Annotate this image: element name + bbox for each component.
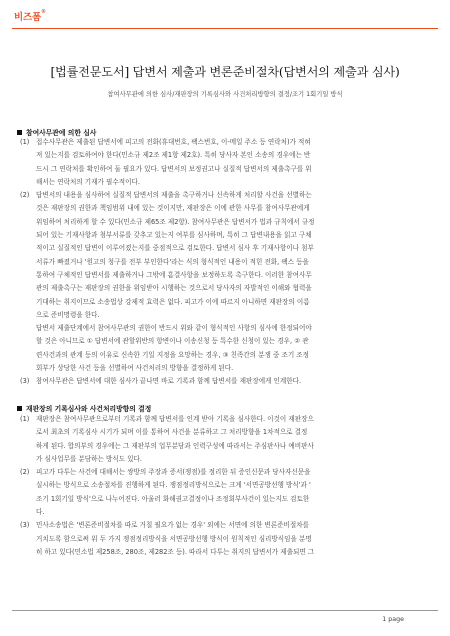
text-line — [20, 163, 418, 176]
line-text: 민사소송법은 '변론준비절차를 따로 거칠 필요가 없는 경우' 외에는 서면에 의한 변론준비절차를 — [36, 521, 309, 530]
line-text: 위임하여 처리하게 할 수 있다(민소규 제65조 제2항). 참여사무관은 답변서가 법과 규칙에서 규정 — [36, 217, 315, 226]
line-text: 참여사무관은 답변서에 대한 심사가 끝나면 바로 기록과 함께 답변서를 재판장에게 인계한다. — [36, 377, 302, 386]
text-line — [20, 375, 418, 388]
text-line — [20, 519, 418, 532]
text-line — [20, 309, 418, 322]
square-bullet-icon — [17, 406, 22, 411]
line-text: 가 심사업무를 분담하는 방식도 있다. — [36, 454, 143, 463]
line-text: 적이고 실질적인 답변이 이루어졌는지를 중점적으로 검토한다. 답변서 심사 후 기재사항이나 첨부 — [36, 244, 314, 253]
line-text: 되어 있는 기재사항과 첨부서류를 갖추고 있는지 여부를 심사하며, 특히 그 답변내용을 읽고 구체 — [36, 231, 312, 240]
line-text: 으로 준비명령을 한다. — [36, 310, 100, 319]
text-line — [20, 335, 418, 348]
line-text: 관의 제출촉구는 재판장의 권한을 위임받아 시행하는 것으로서 당사자의 자발적인 이해와 협력을 — [36, 284, 312, 293]
footer-divider — [12, 610, 438, 611]
line-text: 거치도록 함으로써 위 두 가지 쟁점정리방식을 서면공방선행 방식이 원칙적인 심리방식임을 분명 — [36, 534, 312, 543]
text-line — [20, 453, 418, 466]
document-title: [법률전문도서] 답변서 제출과 변론준비절차(답변서의 제출과 심사) — [50, 65, 400, 79]
line-text: 다. — [36, 508, 45, 517]
text-line — [20, 322, 418, 335]
line-text: 히 하고 있다(민소법 제258조, 280조, 제282조 등). 따라서 다투는 취지의 답변서가 제출되면 그 — [36, 547, 315, 556]
text-line — [20, 256, 418, 269]
text-line — [20, 506, 418, 519]
text-line — [20, 413, 418, 426]
line-text: 할 것은 아니므로 ① 답변서에 관할위반의 항변이나 이송신청 등 특수한 신청이 있는 경우, ② 관 — [36, 337, 309, 346]
item-number: (1) — [20, 138, 30, 146]
line-text: 접수사무관은 제출된 답변서에 피고의 전화(휴대번호, 팩스번호, 이-메일 주소 등 연락처)가 적혀 — [36, 138, 311, 146]
text-line — [20, 349, 418, 362]
text-line — [20, 362, 418, 375]
bizform-logo[interactable]: 비즈폼® — [14, 9, 46, 23]
line-text: 답변서의 내용을 심사하여 실질적 답변서의 제출을 촉구하거나 신속하게 처리할 사건을 선별하는 — [36, 191, 312, 200]
text-line — [20, 136, 418, 149]
item-number: (2) — [20, 191, 30, 200]
line-text: 져 있는지를 검토하여야 한다(민소규 제2조 제1항 제2호). 특히 당사자 본인 소송의 경우에는 반 — [36, 151, 311, 160]
text-line — [20, 202, 418, 215]
section-heading-clerk-review: 참여사무관에 의한 심사 — [17, 127, 96, 137]
text-line — [20, 440, 418, 453]
text-line — [20, 493, 418, 506]
line-text: 실시하는 방식으로 소송절차를 진행하게 된다. 쟁점정리방식으로는 크게 '서면공방선행 방식'과 ' — [36, 481, 311, 490]
text-line — [20, 176, 418, 189]
text-line — [20, 282, 418, 295]
line-text: 드시 그 연락처를 확인하여 둘 필요가 있다. 답변서의 보정권고나 실질적 답변서의 제출촉구를 위 — [36, 164, 312, 173]
text-line — [20, 149, 418, 162]
line-text: 련사건과의 관계 등의 이유로 신속한 기일 지정을 요망하는 경우, ③ 친족간의 분쟁 중 조기 조정 — [36, 350, 310, 359]
header-divider — [12, 28, 438, 29]
section-body-judge-review — [20, 413, 418, 559]
item-number: (3) — [20, 377, 30, 386]
text-line — [20, 533, 418, 546]
line-text: 조기 1회기일 방식'으로 나누어진다. 아울러 화해권고결정이나 조정회부사건이 있는지도 검토한 — [36, 494, 310, 503]
square-bullet-icon — [17, 130, 22, 135]
section-body-clerk-review — [20, 136, 418, 389]
text-line — [20, 269, 418, 282]
text-line — [20, 296, 418, 309]
document-subtitle: 참여사무관에 의한 심사/재판장의 기록심사와 사건처리방향의 결정/조기 1회기일 방식 — [107, 91, 343, 98]
text-line — [20, 189, 418, 202]
text-line — [20, 426, 418, 439]
item-number: (2) — [20, 468, 30, 477]
text-line — [20, 242, 418, 255]
text-line — [20, 216, 418, 229]
line-text: 답변서 제출단계에서 참여사무관의 권한이 반드시 위와 같이 형식적인 사항의 심사에 한정되어야 — [36, 324, 312, 333]
line-text: 회부가 상당한 사건 등을 선별하여 사건처리의 방향을 결정하게 된다. — [36, 364, 234, 373]
text-line — [20, 479, 418, 492]
line-text: 하게 된다. 합의부의 경우에는 그 재판부의 업무분담과 인력구성에 따라서는 주심판사나 예비판사 — [36, 441, 314, 450]
line-text: 해서는 연락처의 기재가 필수적이다. — [36, 177, 140, 186]
line-text: 것은 재판장의 권한과 책임범위 내에 있는 것이지만, 재판장은 이에 관한 사무를 참여사무관에게 — [36, 204, 310, 213]
line-text: 기대하는 취지이므로 소송법상 강제적 효력은 없다. 피고가 이에 따르지 아니하면 재판장의 이름 — [36, 297, 310, 306]
text-line — [20, 229, 418, 242]
page-number: 1 page — [382, 616, 404, 623]
line-text: 피고가 다투는 사건에 대해서는 쌍방의 주장과 증서(쟁점)를 정리한 뒤 증인신문과 당사자신문을 — [36, 468, 311, 477]
line-text: 로서 최초의 기록심사 시기가 되며 이를 통하여 사건을 분류하고 그 처리방향을 1차적으로 결정 — [36, 428, 308, 437]
line-text: 재판장은 참여사무관으로부터 기록과 함께 답변서를 인계 받아 기록을 심사한다. 이것이 재판장으 — [36, 415, 314, 423]
text-line — [20, 546, 418, 559]
line-text: 통하여 구체적인 답변서를 제출하거나 그밖에 흠결사항을 보정하도록 촉구한다. 이러한 참여사무 — [36, 270, 312, 279]
line-text: 서류가 빠졌거나 '원고의 청구를 전부 부인한다'라는 식의 형식적인 내용이 적힌 전화, 팩스 등을 — [36, 257, 309, 266]
section-heading-judge-review: 재판장의 기록심사와 사건처리방향의 결정 — [17, 403, 151, 413]
item-number: (1) — [20, 415, 30, 423]
item-number: (3) — [20, 521, 30, 530]
text-line — [20, 466, 418, 479]
